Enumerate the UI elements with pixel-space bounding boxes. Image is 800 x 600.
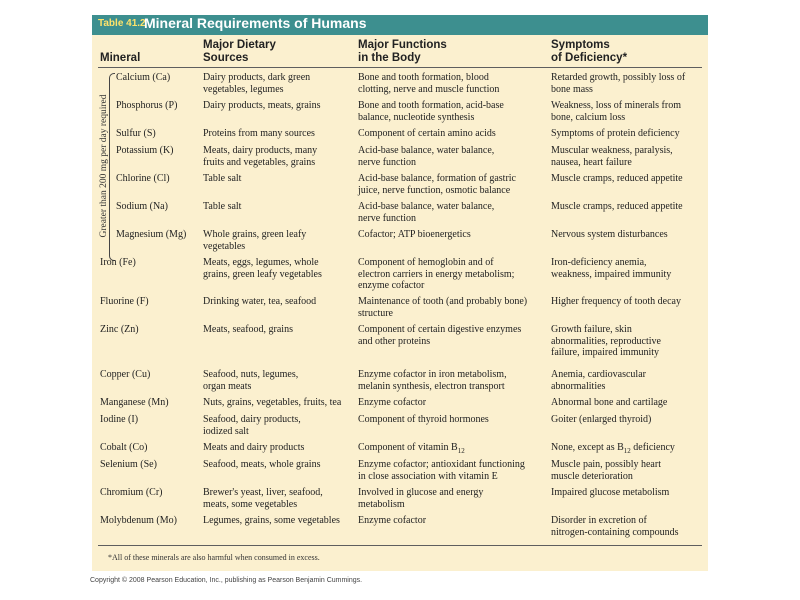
- functions-cell: [358, 515, 426, 527]
- sources-cell: [203, 296, 316, 308]
- sources-cell: [203, 72, 310, 95]
- sources-line: Dairy products, dark green: [203, 72, 311, 83]
- functions-line: Component of certain amino acids: [358, 128, 496, 139]
- sources-cell: [203, 442, 304, 454]
- symptoms-cell: [551, 515, 678, 538]
- symptoms-cell: [551, 100, 681, 123]
- functions-line: Enzyme cofactor: [358, 397, 427, 408]
- symptoms-cell: [551, 324, 661, 359]
- mineral-cell: Chlorine (Cl): [116, 173, 170, 184]
- side-label-text: Greater than 200 mg per day required: [99, 94, 109, 238]
- functions-line: and other proteins: [358, 335, 431, 347]
- functions-line: Acid-base balance, water balance,: [358, 145, 495, 156]
- symptoms-line: Higher frequency of tooth decay: [551, 296, 681, 307]
- header-mineral: Mineral: [100, 52, 141, 64]
- sources-cell: [203, 128, 315, 140]
- symptoms-cell: [551, 145, 673, 168]
- group-bracket: [109, 73, 115, 261]
- sources-line: iodized salt: [203, 425, 249, 437]
- symptoms-cell: [551, 414, 651, 426]
- symptoms-cell: [551, 487, 669, 499]
- mineral-cell: Molybdenum (Mo): [100, 515, 177, 526]
- mineral-cell: Copper (Cu): [100, 369, 151, 380]
- functions-line: metabolism: [358, 498, 405, 510]
- table-number: Table 41.2: [98, 18, 146, 29]
- symptoms-line: Growth failure, skin: [551, 324, 632, 335]
- functions-line: Maintenance of tooth (and probably bone): [358, 296, 528, 307]
- symptoms-cell: [551, 442, 675, 458]
- symptoms-line: Impaired glucose metabolism: [551, 487, 670, 498]
- sources-cell: [203, 100, 320, 112]
- symptoms-line: nitrogen-containing compounds: [551, 526, 679, 538]
- mineral-cell: Phosphorus (P): [116, 100, 178, 111]
- header-functions: [358, 39, 447, 65]
- footnote: *All of these minerals are also harmful when consumed in excess.: [108, 553, 320, 562]
- functions-cell: [358, 257, 514, 292]
- sources-cell: [203, 257, 322, 280]
- symptoms-line: muscle deterioration: [551, 470, 633, 482]
- functions-cell: [358, 100, 504, 123]
- symptoms-cell: [551, 296, 681, 308]
- header-symptoms: [551, 39, 627, 65]
- sources-line: Dairy products, meats, grains: [203, 100, 321, 111]
- functions-line: Involved in glucose and energy: [358, 487, 484, 498]
- sources-cell: [203, 145, 317, 168]
- sources-line: organ meats: [203, 380, 252, 392]
- functions-line: Bone and tooth formation, blood: [358, 72, 489, 83]
- symptoms-cell: [551, 72, 685, 95]
- functions-cell: [358, 324, 521, 347]
- sources-line: fruits and vegetables, grains: [203, 156, 316, 168]
- sources-line: Drinking water, tea, seafood: [203, 296, 317, 307]
- sources-cell: [203, 397, 341, 409]
- functions-cell: [358, 442, 465, 458]
- symptoms-line: nausea, heart failure: [551, 156, 632, 168]
- functions-line: structure: [358, 307, 393, 319]
- sources-line: Seafood, dairy products,: [203, 414, 301, 425]
- symptoms-line: Muscle cramps, reduced appetite: [551, 173, 683, 184]
- functions-line: Enzyme cofactor; antioxidant functioning: [358, 459, 525, 470]
- functions-line: Component of thyroid hormones: [358, 414, 489, 425]
- symptoms-line: Weakness, loss of minerals from: [551, 100, 681, 111]
- sources-cell: [203, 459, 320, 471]
- functions-line: Acid-base balance, formation of gastric: [358, 173, 516, 184]
- functions-cell: [358, 128, 496, 140]
- sources-line: Meats and dairy products: [203, 442, 305, 453]
- mineral-cell: Chromium (Cr): [100, 487, 163, 498]
- functions-cell: [358, 72, 499, 95]
- symptoms-line: failure, impaired immunity: [551, 347, 660, 358]
- symptoms-cell: [551, 397, 667, 409]
- functions-line: Acid-base balance, water balance,: [358, 201, 495, 212]
- functions-cell: [358, 229, 471, 241]
- header-functions-line: in the Body: [358, 52, 421, 64]
- symptoms-line: None, except as $B_{12}$ deficiency: [551, 442, 675, 455]
- header-sources: [203, 39, 276, 65]
- functions-cell: [358, 201, 494, 224]
- sources-cell: [203, 487, 323, 510]
- sources-line: Table salt: [203, 201, 242, 212]
- sources-line: Seafood, meats, whole grains: [203, 459, 321, 470]
- sources-line: Legumes, grains, some vegetables: [203, 515, 340, 526]
- symptoms-line: Symptoms of protein deficiency: [551, 128, 680, 139]
- mineral-cell: Fluorine (F): [100, 296, 149, 307]
- sources-line: Brewer's yeast, liver, seafood,: [203, 487, 323, 498]
- header-symptoms-line: of Deficiency*: [551, 52, 628, 64]
- functions-line: in close association with vitamin E: [358, 470, 498, 482]
- functions-line: Component of vitamin $B_{12}$: [358, 442, 465, 455]
- symptoms-line: Muscle cramps, reduced appetite: [551, 201, 683, 212]
- symptoms-cell: [551, 369, 646, 392]
- functions-line: Enzyme cofactor: [358, 515, 427, 526]
- sources-cell: [203, 515, 340, 527]
- functions-line: Component of certain digestive enzymes: [358, 324, 522, 335]
- functions-line: Enzyme cofactor in iron metabolism,: [358, 369, 507, 380]
- mineral-cell: Cobalt (Co): [100, 442, 148, 453]
- functions-cell: [358, 487, 483, 510]
- symptoms-line: Anemia, cardiovascular: [551, 369, 646, 380]
- sources-line: grains, green leafy vegetables: [203, 268, 322, 280]
- mineral-cell: Magnesium (Mg): [116, 229, 187, 240]
- symptoms-line: Goiter (enlarged thyroid): [551, 414, 652, 425]
- mineral-cell: Iron (Fe): [100, 257, 136, 268]
- mineral-cell: Iodine (I): [100, 414, 139, 425]
- mineral-cell: Manganese (Mn): [100, 397, 169, 408]
- functions-cell: [358, 459, 525, 482]
- sources-line: meats, some vegetables: [203, 498, 298, 510]
- sources-line: Meats, eggs, legumes, whole: [203, 257, 319, 268]
- symptoms-line: abnormalities: [551, 380, 606, 392]
- header-functions-line: Major Functions: [358, 39, 447, 51]
- symptoms-line: Nervous system disturbances: [551, 229, 668, 240]
- functions-line: juice, nerve function, osmotic balance: [358, 184, 511, 196]
- functions-line: Cofactor; ATP bioenergetics: [358, 229, 471, 240]
- header-symptoms-line: Symptoms: [551, 39, 610, 51]
- mineral-cell: Zinc (Zn): [100, 324, 139, 335]
- header-divider: [98, 67, 702, 68]
- sources-cell: [203, 173, 241, 185]
- sources-line: Nuts, grains, vegetables, fruits, tea: [203, 397, 342, 408]
- mineral-cell: Sulfur (S): [116, 128, 156, 139]
- symptoms-line: bone, calcium loss: [551, 111, 626, 123]
- functions-line: electron carriers in energy metabolism;: [358, 268, 515, 280]
- functions-line: nerve function: [358, 156, 417, 168]
- functions-cell: [358, 145, 494, 168]
- sources-line: Meats, dairy products, many: [203, 145, 318, 156]
- functions-line: Component of hemoglobin and of: [358, 257, 494, 268]
- table-title-bar: [92, 15, 708, 35]
- symptoms-cell: [551, 229, 668, 241]
- sources-line: Seafood, nuts, legumes,: [203, 369, 299, 380]
- copyright-notice: Copyright © 2008 Pearson Education, Inc., publishing as Pearson Benjamin Cummings.: [90, 577, 363, 584]
- symptoms-line: Iron-deficiency anemia,: [551, 257, 647, 268]
- mineral-cell: Selenium (Se): [100, 459, 157, 470]
- symptoms-line: Retarded growth, possibly loss of: [551, 72, 686, 83]
- symptoms-cell: [551, 173, 683, 185]
- mineral-table: [92, 15, 708, 571]
- functions-cell: [358, 296, 527, 319]
- sources-line: Proteins from many sources: [203, 128, 315, 139]
- sources-line: vegetables, legumes: [203, 83, 284, 95]
- functions-line: enzyme cofactor: [358, 280, 425, 291]
- sources-cell: [203, 369, 298, 392]
- functions-line: Bone and tooth formation, acid-base: [358, 100, 504, 111]
- sources-line: Whole grains, green leafy: [203, 229, 307, 240]
- sources-cell: [203, 229, 306, 252]
- functions-line: melanin synthesis, electron transport: [358, 380, 505, 392]
- mineral-cell: Potassium (K): [116, 145, 174, 156]
- symptoms-line: Disorder in excretion of: [551, 515, 647, 526]
- functions-line: clotting, nerve and muscle function: [358, 83, 500, 95]
- header-sources-line: Sources: [203, 52, 249, 64]
- symptoms-cell: [551, 128, 680, 140]
- symptoms-line: abnormalities, reproductive: [551, 335, 661, 347]
- sources-cell: [203, 414, 301, 437]
- sources-cell: [203, 324, 293, 336]
- mineral-cell: Calcium (Ca): [116, 72, 171, 83]
- functions-line: nerve function: [358, 212, 417, 224]
- sources-line: Meats, seafood, grains: [203, 324, 293, 335]
- header-sources-line: Major Dietary: [203, 39, 276, 51]
- functions-line: balance, nucleotide synthesis: [358, 111, 475, 123]
- symptoms-line: Muscle pain, possibly heart: [551, 459, 661, 470]
- symptoms-line: Abnormal bone and cartilage: [551, 397, 668, 408]
- symptoms-line: bone mass: [551, 83, 593, 95]
- functions-cell: [358, 173, 516, 196]
- sources-line: vegetables: [203, 240, 246, 252]
- footer-divider: [98, 545, 702, 546]
- symptoms-line: Muscular weakness, paralysis,: [551, 145, 673, 156]
- symptoms-cell: [551, 201, 683, 213]
- functions-cell: [358, 369, 507, 392]
- table-title: Mineral Requirements of Humans: [144, 15, 367, 31]
- mineral-cell: Sodium (Na): [116, 201, 168, 212]
- sources-cell: [203, 201, 241, 213]
- functions-cell: [358, 397, 426, 409]
- functions-cell: [358, 414, 489, 426]
- symptoms-cell: [551, 257, 671, 280]
- sources-line: Table salt: [203, 173, 242, 184]
- symptoms-line: weakness, impaired immunity: [551, 268, 672, 280]
- symptoms-cell: [551, 459, 661, 482]
